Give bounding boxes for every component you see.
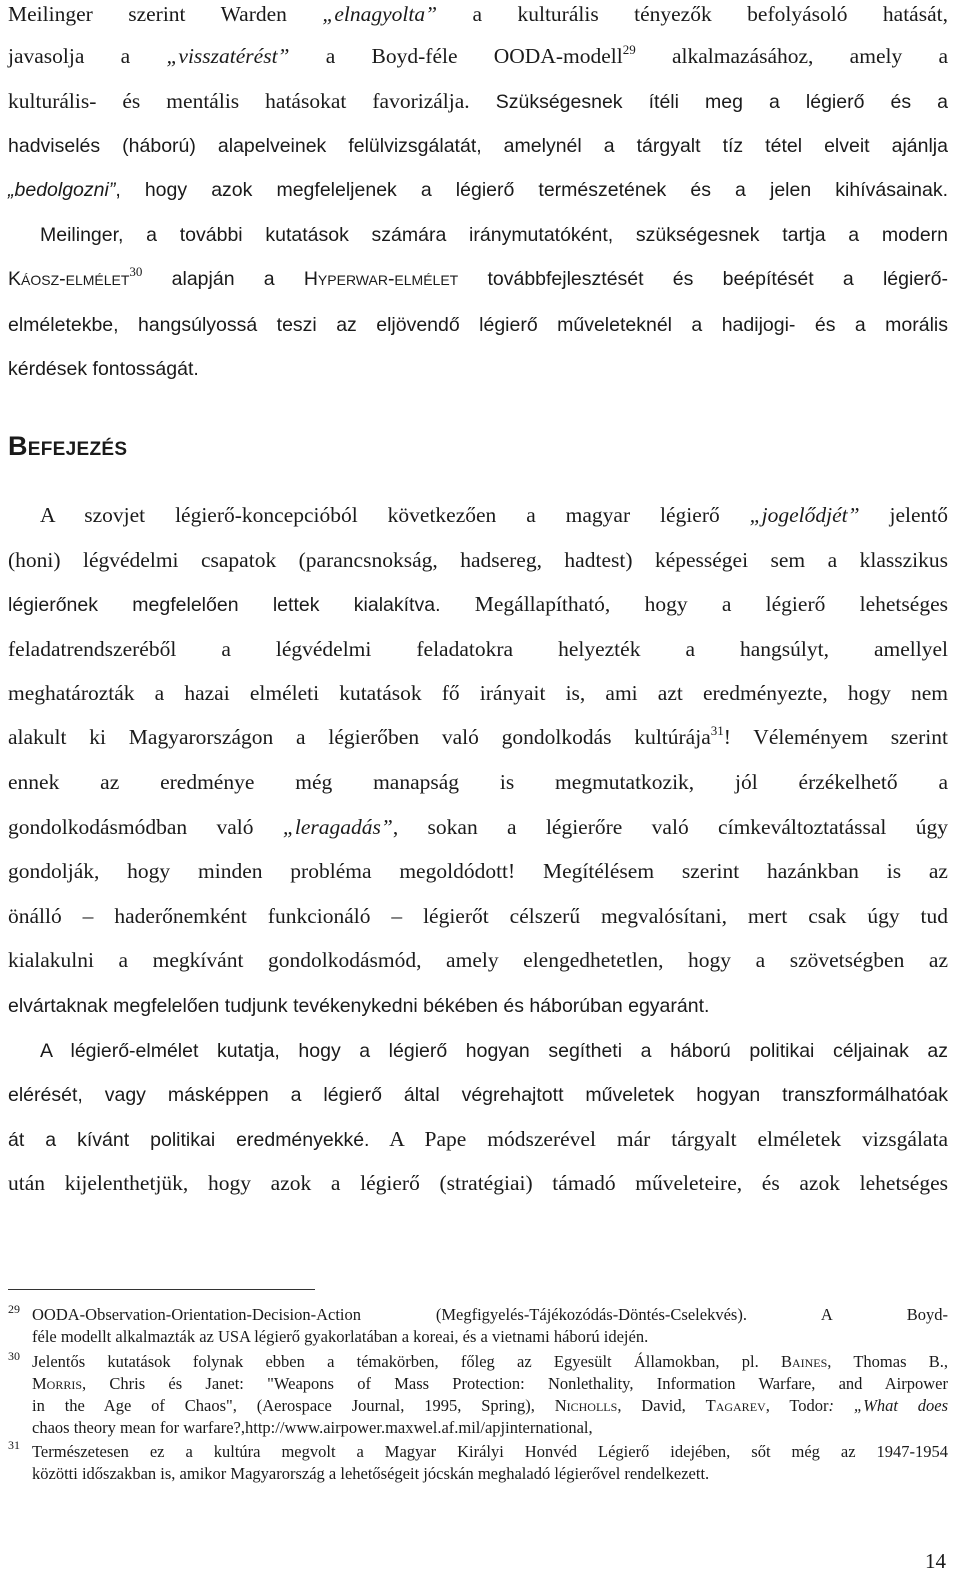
italic-term: jogelődjét <box>761 503 848 527</box>
text-run-sans: , hogy azok megfeleljenek a légierő természetének és a jelen kihívásainak. <box>115 179 948 201</box>
text-run: gondolják, hogy minden probléma megoldódott! <box>8 859 516 883</box>
small-caps-term: Hyperwar-elmélet <box>303 268 459 290</box>
text-run: , Thomas B., <box>827 1352 948 1371</box>
text-run: A szovjet légierő-koncepcióból következően a magyar légierő <box>40 503 750 527</box>
paragraph-3-line-11 <box>8 946 948 974</box>
paragraph-4-line-3 <box>8 1125 948 1154</box>
text-run: alkalmazásához, amely a <box>635 44 948 68</box>
quote-open: „ <box>322 2 335 26</box>
paragraph-3-line-4 <box>8 635 948 663</box>
paragraph-3-line-10 <box>8 902 948 930</box>
footnote-31-number: 31 <box>8 1438 20 1452</box>
italic-term: elnagyolta <box>334 2 426 26</box>
paragraph-2-line-3 <box>8 310 948 339</box>
text-run: jelentő <box>859 503 948 527</box>
text-run: ennek az eredménye még manapság is megmutatkozik, jól érzékelhető a <box>8 770 948 794</box>
italic-title: : „What does <box>828 1396 949 1415</box>
footnote-30-line-1 <box>32 1351 948 1373</box>
text-run: , Todor <box>765 1396 829 1415</box>
text-run: , David, <box>617 1396 706 1415</box>
text-run: után kijelenthetjük, hogy azok a légierő (stratégiai) támadó műveleteire, és azok lehetséges <box>8 1171 948 1195</box>
text-run-sans: A légierő-elmélet kutatja, hogy a légierő hogyan segítheti a háború politikai céljainak az <box>40 1040 948 1062</box>
footnote-separator <box>8 1289 315 1290</box>
footnote-ref-30[interactable]: 30 <box>129 264 143 279</box>
text-run: gondolkodásmódban való <box>8 815 283 839</box>
text-run-sans: kérdések fontosságát. <box>8 358 199 380</box>
footnote-31-line-2 <box>32 1463 948 1485</box>
text-run-sans: Szükségesnek ítéli meg a légierő és a <box>469 91 948 113</box>
paragraph-4-line-2 <box>8 1080 948 1109</box>
text-run-sans: elérését, vagy másképpen a légierő által végrehajtott műveletek hogyan transzformálhatóak <box>8 1084 948 1106</box>
footnote-29-line-1 <box>32 1304 948 1326</box>
footnote-30-line-4 <box>32 1417 948 1439</box>
paragraph-3-line-3 <box>8 590 948 619</box>
paragraph-1-line-1 <box>8 0 948 28</box>
text-run-sans: hadviselés (háború) alapelveinek felülvizsgálatát, amelynél a tárgyalt tíz tétel elveit ajánlja <box>8 135 948 157</box>
text-run-sans: át a kívánt politikai eredményekké. <box>8 1129 370 1151</box>
text-run: alakult ki Magyarországon a légierőben való gondolkodás kultúrája <box>8 725 711 749</box>
paragraph-3-line-6 <box>8 723 948 751</box>
quote-close: ” <box>277 44 290 68</box>
paragraph-2-line-4 <box>8 354 948 383</box>
small-caps-term: Káosz-elmélet <box>8 268 130 290</box>
text-run: in the Age of Chaos", (Aerospace Journal, 1995, Spring), <box>32 1396 555 1415</box>
text-run-sans: elvártaknak megfelelően tudjunk tevékenykedni békében és háborúban egyaránt. <box>8 995 710 1017</box>
text-run: a Boyd-féle OODA-modell <box>289 44 623 68</box>
paragraph-1-line-2 <box>8 42 948 70</box>
italic-term: leragadás <box>294 815 381 839</box>
text-run-sans: légierőnek megfelelően lettek kialakítva. <box>8 594 441 616</box>
author-name: Morris <box>32 1374 83 1393</box>
text-run: OODA-Observation-Orientation-Decision-Action (Megfigyelés-Tájékozódás-Döntés-Cselekvés). A Boyd- <box>32 1305 948 1324</box>
paragraph-3-line-7 <box>8 768 948 796</box>
text-run: feladatrendszeréből a légvédelmi feladatokra helyezték a hangsúlyt, amellyel <box>8 637 948 661</box>
text-run: önálló – haderőnemként funkcionáló – légierőt célszerű megvalósítani, mert csak úgy tud <box>8 904 948 928</box>
text-run: kulturális- és mentális hatásokat favorizálja. <box>8 89 470 113</box>
italic-term: visszatérést <box>178 44 278 68</box>
author-name: Nicholls <box>554 1396 618 1415</box>
text-run: féle modellt alkalmazták az USA légierő gyakorlatában a koreai, és a vietnami háború idején. <box>32 1327 649 1346</box>
footnote-30-line-3 <box>32 1395 948 1417</box>
text-run: kialakulni a megkívánt gondolkodásmód, amely elengedhetetlen, hogy a szövetségben az <box>8 948 948 972</box>
text-run: Jelentős kutatások folynak ebben a témakörben, főleg az Egyesült Államokban, pl. <box>32 1352 781 1371</box>
text-run: alapján a <box>142 268 304 290</box>
section-heading: Befejezés <box>8 431 128 461</box>
text-run: közötti időszakban is, amikor Magyarország a lehetőségeit jócskán meghaladó légierővel rendelkezett. <box>32 1464 710 1483</box>
paragraph-3-line-12 <box>8 991 948 1020</box>
paragraph-2-line-2 <box>8 265 948 293</box>
quote-close: ” <box>108 179 116 201</box>
paragraph-1-line-5 <box>8 175 948 204</box>
italic-term: bedolgozni <box>14 179 109 201</box>
paragraph-3-line-2 <box>8 546 948 574</box>
quote-close: ” <box>847 503 860 527</box>
quote-close: ” <box>425 2 438 26</box>
footnote-30-line-2 <box>32 1373 948 1395</box>
paragraph-3-line-5 <box>8 679 948 707</box>
footnote-30-number: 30 <box>8 1349 20 1363</box>
author-name: Baines <box>780 1352 828 1371</box>
page-number: 14 <box>925 1549 946 1573</box>
paragraph-3-line-1 <box>40 501 948 529</box>
text-run-sans: Meilinger, a további kutatások számára iránymutatóként, szükségesnek tartja a modern <box>40 224 948 246</box>
quote-open: „ <box>8 179 15 201</box>
text-run: (honi) légvédelmi csapatok (parancsnokság, hadsereg, hadtest) képességei sem a klasszikus <box>8 548 948 572</box>
author-name: Tagarev <box>705 1396 766 1415</box>
text-run: Megítélésem szerint hazánkban is az <box>515 859 948 883</box>
text-run: A Pape módszerével már tárgyalt elméletek vizsgálata <box>369 1127 948 1151</box>
quote-open: „ <box>282 815 295 839</box>
text-run-sans: elméletekbe, hangsúlyossá teszi az eljövendő légierő műveleteknél a hadijogi- és a morális <box>8 314 948 336</box>
footnote-29-number: 29 <box>8 1302 20 1316</box>
paragraph-3-line-9 <box>8 857 948 885</box>
text-run: a kulturális tényezők befolyásoló hatását, <box>437 2 948 26</box>
paragraph-4-line-4 <box>8 1169 948 1197</box>
text-run: , Chris és Janet: "Weapons of Mass Protection: Nonlethality, Information Warfare, and Airpower <box>82 1374 948 1393</box>
footnote-31-line-1 <box>32 1441 948 1463</box>
paragraph-1-line-4 <box>8 131 948 160</box>
footnote-link-text: chaos theory mean for warfare?,http://www.airpower.maxwel.af.mil/apjinternational, <box>32 1418 593 1437</box>
footnote-ref-29[interactable]: 29 <box>622 42 636 57</box>
text-run: , sokan a légierőre való címkeváltoztatással úgy <box>392 815 948 839</box>
quote-open: „ <box>749 503 762 527</box>
text-run: továbbfejlesztését és beépítését a légierő- <box>458 268 948 290</box>
quote-open: „ <box>166 44 179 68</box>
quote-close: ” <box>380 815 393 839</box>
text-run: Meilinger szerint Warden <box>8 2 323 26</box>
footnote-29-line-2 <box>32 1326 948 1348</box>
footnote-ref-31[interactable]: 31 <box>710 723 724 738</box>
paragraph-1-line-3 <box>8 87 948 116</box>
paragraph-2-line-1 <box>40 220 948 249</box>
paragraph-3-line-8 <box>8 813 948 841</box>
text-run: Megállapítható, hogy a légierő lehetséges <box>440 592 948 616</box>
paragraph-4-line-1 <box>40 1036 948 1065</box>
text-run: ! Véleményem szerint <box>723 725 949 749</box>
text-run: meghatározták a hazai elméleti kutatások fő irányait is, ami azt eredményezte, hogy nem <box>8 681 948 705</box>
text-run: javasolja a <box>8 44 167 68</box>
text-run: Természetesen ez a kultúra megvolt a Magyar Királyi Honvéd Légierő idejében, sőt még az 1947-1954 <box>32 1442 948 1461</box>
